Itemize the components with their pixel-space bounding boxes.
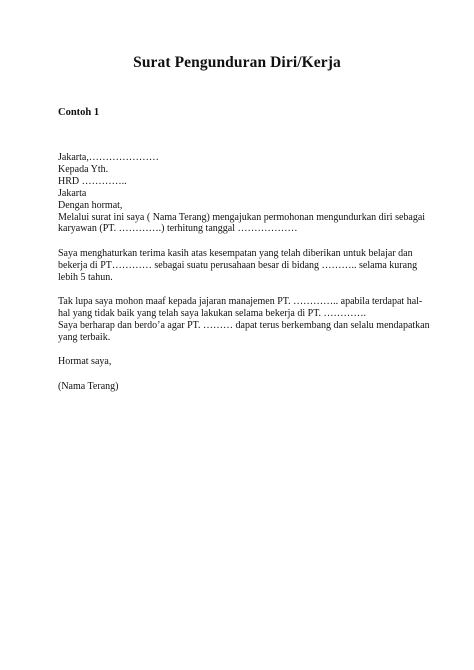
- salutation-line: Dengan hormat,: [58, 199, 123, 211]
- gratitude-paragraph: [58, 248, 428, 284]
- date-line: Jakarta,…………………: [58, 152, 159, 163]
- gratitude-line-1: Saya menghaturkan terima kasih atas kesempatan yang telah diberikan untuk belajar dan: [58, 247, 413, 259]
- recipient-line: Kepada Yth.: [58, 163, 109, 175]
- apology-line-1: Tak lupa saya mohon maaf kepada jajaran manajemen PT. ………….. apabila terdapat hal-: [58, 296, 423, 308]
- apology-line-2: hal yang tidak baik yang telah saya lakukan selama bekerja di PT. ………….: [58, 307, 367, 319]
- paragraph-gap: [58, 344, 428, 357]
- example-label: Contoh 1: [58, 107, 100, 118]
- paragraph-gap: [58, 368, 428, 381]
- recipient-city-line: Jakarta: [58, 187, 87, 199]
- gratitude-line-2: bekerja di PT………… sebagai suatu perusahaan besar di bidang ……….. selama kurang: [58, 259, 418, 271]
- signature-name: (Nama Terang): [58, 380, 119, 392]
- recipient-department-line: HRD …………..: [58, 175, 127, 187]
- intent-line-1: Melalui surat ini saya ( Nama Terang) mengajukan permohonan mengundurkan diri sebagai: [58, 211, 426, 223]
- closing-line: Hormat saya,: [58, 356, 112, 368]
- gratitude-line-3: lebih 5 tahun.: [58, 271, 113, 283]
- paragraph-gap: [58, 235, 428, 248]
- apology-paragraph: [58, 296, 428, 344]
- letter-body: [58, 152, 428, 393]
- wish-line-2: yang terbaik.: [58, 331, 111, 343]
- paragraph-gap: [58, 284, 428, 297]
- wish-line-1: Saya berharap dan berdo’a agar PT. ……… dapat terus berkembang dan selalu mendapatkan: [58, 319, 430, 331]
- intent-line-2: karyawan (PT. ………….) terhitung tanggal ………………: [58, 223, 298, 235]
- document-title: Surat Pengunduran Diri/Kerja: [133, 54, 341, 71]
- opening-block: [58, 152, 428, 235]
